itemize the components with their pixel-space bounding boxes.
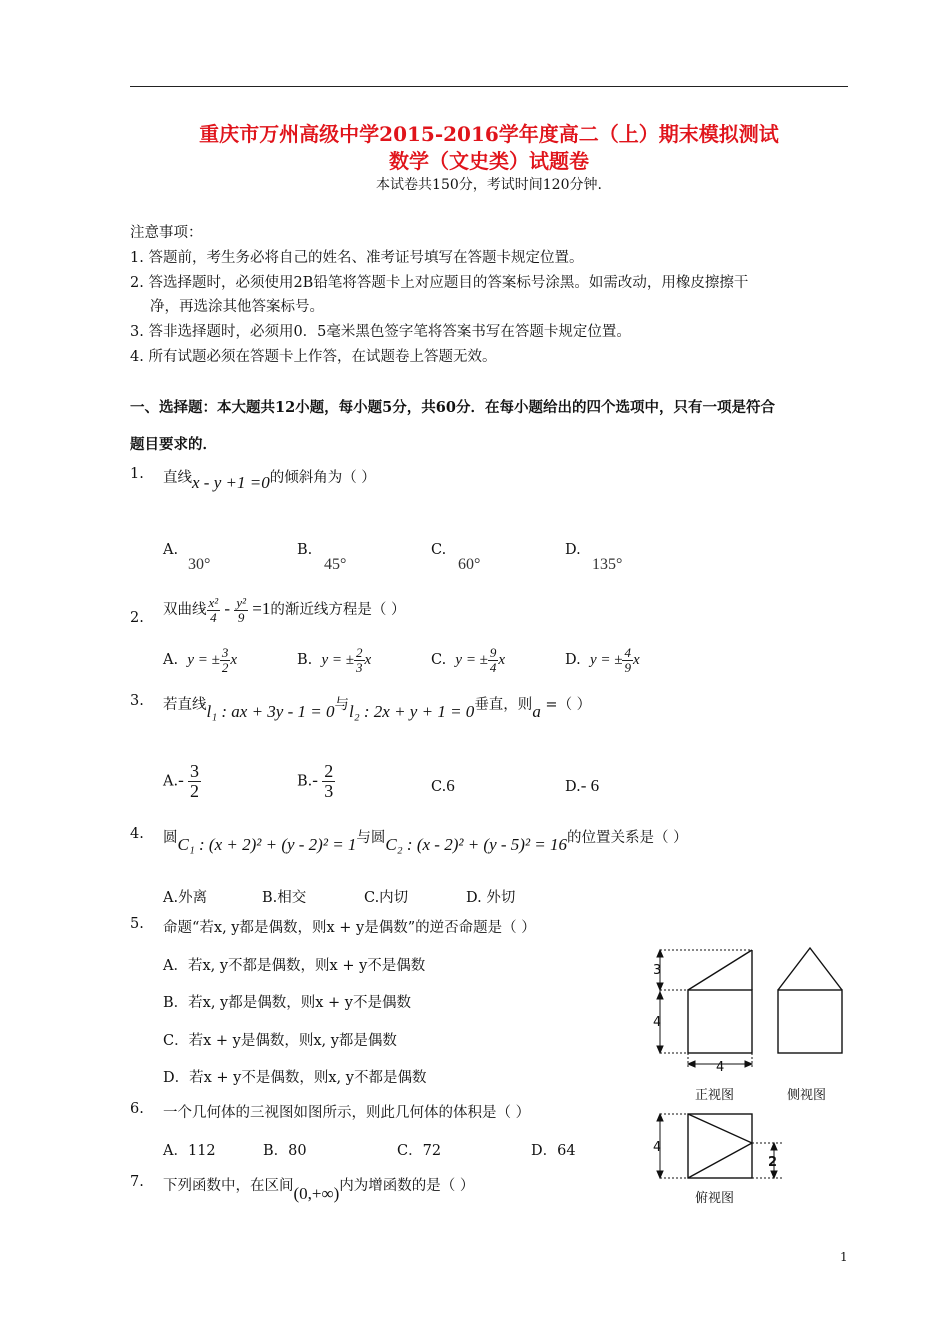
- q1-option-b-label: B.: [297, 542, 313, 558]
- q7-pre: 下列函数中，在区间: [163, 1178, 294, 1194]
- dim-label-4-bottom: 4: [716, 1060, 725, 1075]
- exam-title: 重庆市万州高级中学2015-2016学年度高二（上）期末模拟测试: [199, 122, 779, 146]
- q1-post: 的倾斜角为（ ）: [269, 470, 376, 486]
- q2-stem: [163, 596, 405, 624]
- q5-option-a: A．若x, y不都是偶数，则x + y不是偶数: [163, 958, 426, 974]
- exam-info: 本试卷共150分，考试时间120分钟.: [376, 177, 602, 193]
- q2-frac-y: $\frac{\text{y²}}{9}$: [236, 595, 247, 625]
- q3-mid: 与: [334, 697, 349, 713]
- q3-option-a: A.- $\frac{3}{2}$: [163, 761, 200, 801]
- q5-number: 5.: [130, 916, 144, 932]
- q4-option-b: B.相交: [262, 890, 307, 906]
- q1-option-d-label: D.: [565, 542, 581, 558]
- front-view-label: 正视图: [695, 1088, 735, 1103]
- q3-post1: 垂直，则: [474, 697, 533, 713]
- front-view-square: [688, 990, 752, 1053]
- header-rule: [130, 86, 848, 87]
- notes-heading: 注意事项：: [130, 225, 203, 241]
- q3-option-c: C.6: [431, 776, 455, 795]
- q6-stem: 一个几何体的三视图如图所示，则此几何体的体积是（ ）: [163, 1105, 531, 1121]
- q1-option-c-label: C.: [431, 542, 447, 558]
- q2-eq: =1: [248, 599, 271, 619]
- q1-option-b: 45°: [324, 556, 347, 573]
- exam-subtitle-title: 数学（文史类）试题卷: [389, 149, 589, 173]
- note-item-2-cont: 净，再选涂其他答案标号。: [150, 299, 324, 315]
- q3-pre: 若直线: [163, 697, 207, 713]
- q2-minus: -: [220, 599, 235, 619]
- top-view-triangle: [688, 1114, 752, 1178]
- dim-label-2: 2: [768, 1155, 778, 1170]
- q3-a: a: [532, 702, 541, 721]
- note-item-1: 1. 答题前，考生务必将自己的姓名、准考证号填写在答题卡规定位置。: [130, 250, 584, 266]
- q4-circle2: C₂ : (x - 2)² + (y - 5)² = 16: [385, 835, 568, 854]
- q7-stem: [163, 1174, 475, 1203]
- dim-label-4-left: 4: [653, 1015, 662, 1030]
- q2-pre: 双曲线: [163, 602, 207, 619]
- q1-pre: 直线: [163, 470, 192, 486]
- q1-option-c: 60°: [458, 556, 481, 573]
- q1-option-d: 135°: [592, 556, 623, 573]
- q7-post: 内为增函数的是（ ）: [339, 1178, 475, 1194]
- q4-post: 的位置关系是（ ）: [567, 830, 688, 846]
- q2-post: 的渐近线方程是（ ）: [270, 602, 406, 619]
- q3-post2: =（ ）: [540, 697, 592, 713]
- top-view-label: 俯视图: [695, 1191, 735, 1206]
- q3-number: 3.: [130, 693, 144, 709]
- q1-option-a-label: A.: [163, 542, 179, 558]
- side-view-square: [778, 990, 842, 1053]
- q1-expr: x - y +1 =0: [192, 473, 270, 492]
- q3-line2: l₂ : 2x + y + 1 = 0: [349, 702, 475, 721]
- q5-option-b: B．若x, y都是偶数，则x + y不是偶数: [163, 995, 411, 1011]
- q7-number: 7.: [130, 1174, 144, 1190]
- q4-stem: [163, 826, 688, 854]
- q5-stem: 命题“若x, y都是偶数，则x + y是偶数”的逆否命题是（ ）: [163, 920, 536, 936]
- q6-option-b: B．80: [263, 1143, 307, 1159]
- q4-mid: 与圆: [356, 830, 386, 846]
- note-item-4: 4. 所有试题必须在答题卡上作答，在试题卷上答题无效。: [130, 349, 497, 365]
- front-view-slope: [688, 950, 752, 990]
- q3-stem: [163, 693, 592, 721]
- three-view-figure: [640, 940, 860, 1210]
- top-view-square: [688, 1114, 752, 1178]
- note-item-2: 2. 答选择题时，必须使用2B铅笔将答题卡上对应题目的答案标号涂黑。如需改动，用橡皮擦擦干: [130, 275, 749, 291]
- q6-option-a: A．112: [163, 1143, 216, 1159]
- side-view-roof: [778, 948, 842, 990]
- q3-option-d: D.- 6: [565, 776, 600, 795]
- q4-option-c: C.内切: [364, 890, 409, 906]
- side-view-label: 侧视图: [787, 1088, 827, 1103]
- dim-label-4-top: 4: [653, 1140, 662, 1155]
- q2-frac-x: $\frac{\text{x²}}{4}$: [208, 595, 219, 625]
- q4-circle1: C₁ : (x + 2)² + (y - 2)² = 1: [177, 835, 357, 854]
- q1-number: 1.: [130, 466, 144, 482]
- q1-option-a: 30°: [188, 556, 211, 573]
- q2-option-d: D. y = ± $\frac{4}{9}$ x: [565, 645, 640, 675]
- q4-pre: 圆: [163, 830, 178, 846]
- q4-option-a: A.外离: [163, 890, 208, 906]
- q2-number: 2.: [130, 610, 144, 626]
- section1-heading: 一、选择题：本大题共12小题，每小题5分，共60分．在每小题给出的四个选项中，只有一项是符合: [130, 399, 775, 416]
- q3-option-b: B.- $\frac{2}{3}$: [297, 761, 334, 801]
- q4-option-d: D. 外切: [466, 890, 516, 906]
- page-number: 1: [840, 1250, 848, 1264]
- q2-option-c: C. y = ± $\frac{9}{4}$ x: [431, 645, 506, 675]
- q6-option-d: D．64: [531, 1143, 576, 1159]
- q2-option-b: B. y = ± $\frac{2}{3}$ x: [297, 645, 372, 675]
- section1-heading-cont: 题目要求的．: [130, 436, 217, 453]
- q5-option-d: D．若x + y不是偶数，则x, y不都是偶数: [163, 1070, 427, 1086]
- q5-option-c: C．若x + y是偶数，则x, y都是偶数: [163, 1033, 397, 1049]
- q1-stem: [163, 466, 376, 492]
- q6-option-c: C．72: [397, 1143, 442, 1159]
- q2-option-a: A. y = ± $\frac{3}{2}$ x: [163, 645, 237, 675]
- q7-interval: (0,+∞): [293, 1184, 340, 1203]
- q3-line1: l₁ : ax + 3y - 1 = 0: [206, 702, 335, 721]
- note-item-3: 3. 答非选择题时，必须用0．5毫米黑色签字笔将答案书写在答题卡规定位置。: [130, 324, 631, 340]
- q6-number: 6.: [130, 1101, 144, 1117]
- q4-number: 4.: [130, 826, 144, 842]
- dim-label-3: 3: [653, 963, 662, 978]
